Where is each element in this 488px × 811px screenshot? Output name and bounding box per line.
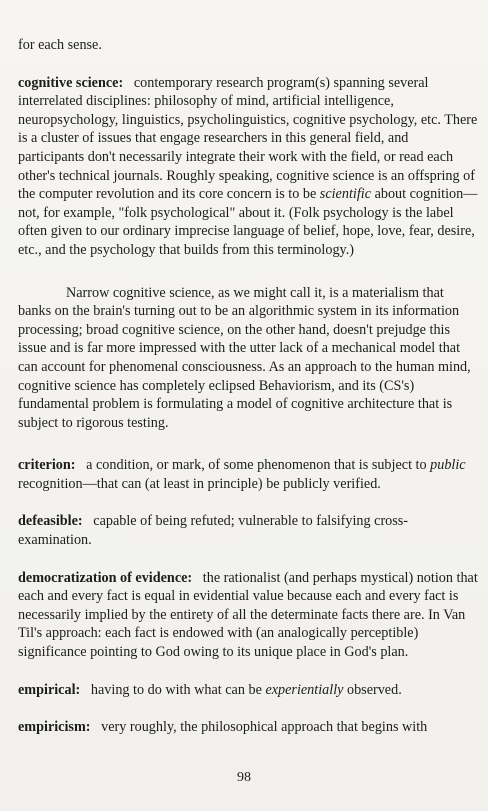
definition-emphasis: scientific xyxy=(319,186,372,203)
term-democratization-of-evidence: democratization of evidence: xyxy=(18,569,193,586)
entry-criterion xyxy=(18,456,478,493)
term-empirical: empirical: xyxy=(18,681,81,698)
page-number: 98 xyxy=(237,770,251,785)
definition-emphasis: experientially xyxy=(265,681,344,698)
definition-part: a condition, or mark, of some phenomenon that is subject to xyxy=(86,457,431,474)
entry-defeasible xyxy=(18,512,478,549)
entry-empirical xyxy=(18,681,478,700)
fragment-top: for each sense. xyxy=(18,37,102,53)
definition-part: capable of being refuted; vulnerable to falsifying cross-examination. xyxy=(18,513,409,549)
definition-part: very roughly, the philosophical approach that begins with xyxy=(101,719,428,736)
definition-part: contemporary research program(s) spanning several interrelated disciplines: philosophy of mind, artificial intelligence, neuropsychology, linguistics, psycholinguistics, cognitive psychology, etc. There is a cluster of issues that engage researchers in this general field, and participants don't necessarily integrate their work with the field, or read each other's technical journals. Roughly speaking, cognitive science is an offspring of the computer revolution and its core concern is to be xyxy=(18,74,478,203)
term-cognitive-science: cognitive science: xyxy=(18,74,124,91)
term-defeasible: defeasible: xyxy=(18,513,83,530)
entry-empiricism xyxy=(18,718,478,737)
entry-democratization-of-evidence xyxy=(18,569,478,662)
definition-part: recognition—that can (at least in principle) be publicly verified. xyxy=(18,475,381,492)
definition-part: having to do with what can be xyxy=(90,681,266,698)
definition-emphasis: public xyxy=(430,457,466,474)
definition-part: about cognition—not, for example, "folk psychological" about it. (Folk psychology is the label often given to our ordinary imprecise language of belief, hope, love, fear, desire, etc., and the psychology that builds from this terminology.) xyxy=(18,186,478,258)
definition-part: observed. xyxy=(343,681,402,698)
term-criterion: criterion: xyxy=(18,457,76,474)
glossary-body xyxy=(18,36,478,756)
term-empiricism: empiricism: xyxy=(18,719,91,736)
definition-part: the rationalist (and perhaps mystical) notion that each and every fact is equal in evidential value because each and every fact is necessarily implied by the entirety of all the determinate facts there are. In Van Til's approach: each fact is endowed with (an analogically perceptible) significance pointing to God owing to its unique place in God's plan. xyxy=(18,569,478,661)
entry-cognitive-science xyxy=(18,74,478,260)
cognitive-science-paragraph-2: Narrow cognitive science, as we might call it, is a materialism that banks on the brain's turning out to be an algorithmic system in its information processing; broad cognitive science, on the other hand, doesn't prejudge this issue and is far more impressed with the utter lack of a mechanical model that can account for phenomenal consciousness. As an approach to the human mind, cognitive science has completely eclipsed Behaviorism, and its (CS's) fundamental problem is formulating a model of cognitive architecture that is subject to rigorous testing. xyxy=(18,284,471,431)
